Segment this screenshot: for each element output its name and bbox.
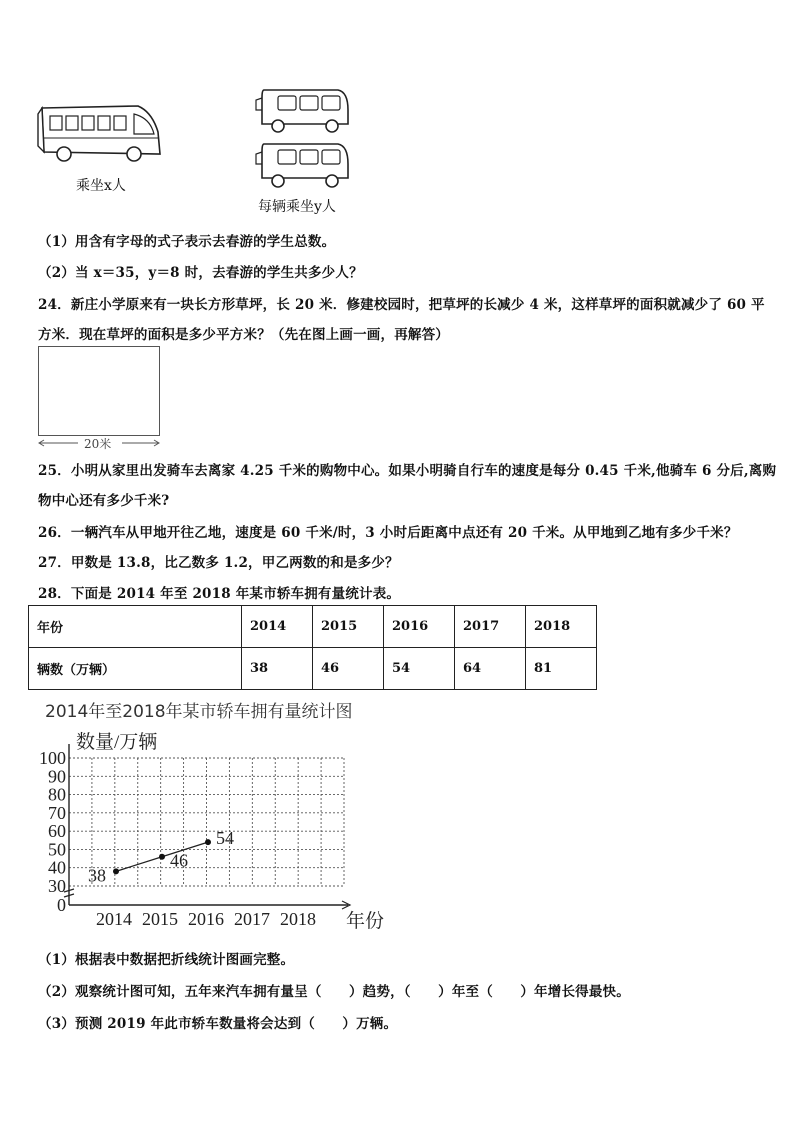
question-28-part-1: （1）根据表中数据把折线统计图画完整。 [38,952,295,968]
question-23-part-1: （1）用含有字母的式子表示去春游的学生总数。 [38,234,336,250]
y-tick-label: 40 [48,857,66,878]
table-count-cell: 38 [242,648,313,690]
question-25-line-1: 25．小明从家里出发骑车去离家 4.25 千米的购物中心。如果小明骑自行车的速度是每分 0.45 千米,他骑车 6 分后,离购 [38,463,777,479]
x-tick-label: 2018 [280,909,316,929]
data-point [205,839,211,845]
table-count-cell: 64 [455,648,526,690]
question-23-part-2: （2）当 x＝35，y＝8 时，去春游的学生共多少人？ [38,265,363,281]
question-28: 28．下面是 2014 年至 2018 年某市轿车拥有量统计表。 [38,586,401,602]
minibus-caption: 每辆乘坐y人 [258,199,336,215]
y-tick-label: 80 [48,784,66,805]
y-tick-label: 50 [48,839,66,860]
question-24-line-2: 方米．现在草坪的面积是多少平方米？（先在图上画一画，再解答） [38,327,449,343]
x-axis-title: 年份 [346,911,385,932]
lawn-rectangle [38,346,160,436]
data-label: 38 [88,865,106,886]
table-count-cell: 81 [526,648,597,690]
bus-illustration [30,94,170,174]
bus-caption: 乘坐x人 [76,178,126,194]
y-tick-label: 70 [48,802,66,823]
table-year-cell: 2017 [455,606,526,648]
y-axis-title: 数量/万辆 [76,732,158,753]
car-ownership-table [28,605,597,690]
table-row-counts [29,648,597,690]
table-year-cell: 2015 [313,606,384,648]
y-tick-label: 90 [48,766,66,787]
data-point [113,868,119,874]
line-chart [30,728,400,933]
x-tick-label: 2017 [234,909,270,929]
x-tick-label: 2014 [96,909,132,929]
question-28-part-3: （3）预测 2019 年此市轿车数量将会达到（ ）万辆。 [38,1016,398,1032]
x-tick-label: 2015 [142,909,178,929]
question-26: 26．一辆汽车从甲地开往乙地，速度是 60 千米/时，3 小时后距离中点还有 20 千米。从甲地到乙地有多少千米？ [38,525,738,541]
table-year-cell: 2014 [242,606,313,648]
question-24-line-1: 24．新庄小学原来有一块长方形草坪，长 20 米．修建校园时，把草坪的长减少 4 米，这样草坪的面积就减少了 60 平 [38,297,765,313]
x-tick-label: 2016 [188,909,224,929]
data-point [159,854,165,860]
data-label: 54 [216,828,234,849]
lawn-length-label: 20米 [84,437,112,451]
minibus-illustration-bottom [252,140,352,190]
table-year-cell: 2016 [384,606,455,648]
data-label: 46 [170,850,188,871]
y-tick-label: 60 [48,821,66,842]
y-tick-label: 30 [48,876,66,896]
table-count-cell: 54 [384,648,455,690]
minibus-illustration-top [252,86,352,134]
table-header-cell: 年份 [29,606,242,648]
table-row-years [29,606,597,648]
question-27: 27．甲数是 13.8，比乙数多 1.2，甲乙两数的和是多少？ [38,555,399,571]
table-year-cell: 2018 [526,606,597,648]
y-tick-label: 0 [57,895,66,915]
question-25-line-2: 物中心还有多少千米? [38,493,170,509]
question-28-part-2: （2）观察统计图可知，五年来汽车拥有量呈（ ）趋势，（ ）年至（ ）年增长得最快。 [38,984,630,1000]
table-row-label: 辆数（万辆） [29,648,242,690]
y-tick-label: 100 [39,748,66,768]
chart-title: 2014年至2018年某市轿车拥有量统计图 [45,702,353,722]
table-count-cell: 46 [313,648,384,690]
